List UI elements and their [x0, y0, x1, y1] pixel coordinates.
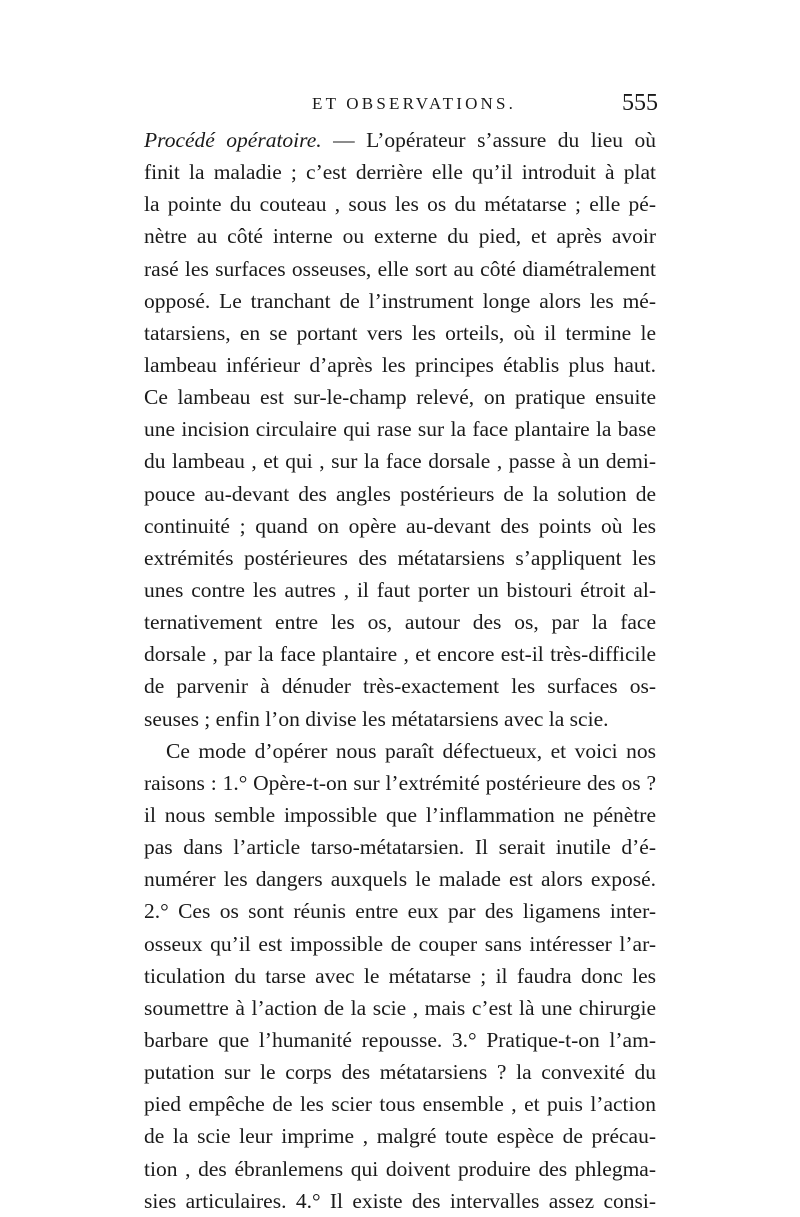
- text-line: raisons : 1.° Opère-t-on sur l’extrémité postérieure des os ?: [144, 770, 656, 795]
- text-line: putation sur le corps des métatarsiens ? la convexité du: [144, 1060, 656, 1085]
- text-line: pouce au-devant des angles postérieurs de la solution de: [144, 481, 656, 506]
- text-line: de la scie leur imprime , malgré toute espèce de précau-: [144, 1124, 656, 1149]
- text-line: finit la maladie ; c’est derrière elle qu’il introduit à plat: [144, 160, 656, 185]
- text-line: nètre au côté interne ou externe du pied, et après avoir: [144, 224, 656, 249]
- text-line: dorsale , par la face plantaire , et encore est-il très-difficile: [144, 642, 656, 667]
- text-line: unes contre les autres , il faut porter un bistouri étroit al-: [144, 577, 656, 602]
- text-line: lambeau inférieur d’après les principes établis plus haut.: [144, 352, 656, 377]
- text-line: la pointe du couteau , sous les os du métatarse ; elle pé-: [144, 192, 656, 217]
- text-line: soumettre à l’action de la scie , mais c’est là une chirurgie: [144, 995, 656, 1020]
- text-line: de parvenir à dénuder très-exactement les surfaces os-: [144, 674, 656, 699]
- text-line: Ce lambeau est sur-le-champ relevé, on pratique ensuite: [144, 385, 656, 410]
- text-line: il nous semble impossible que l’inflammation ne pénètre: [144, 802, 656, 827]
- text-line: Ce mode d’opérer nous paraît défectueux, et voici nos: [166, 738, 656, 763]
- text-line-content: — L’opérateur s’assure du lieu où: [321, 128, 656, 152]
- text-line: une incision circulaire qui rase sur la face plantaire la base: [144, 417, 656, 442]
- text-line: sies articulaires. 4.° Il existe des intervalles assez consi-: [144, 1188, 656, 1213]
- text-line: ternativement entre les os, autour des os, par la face: [144, 610, 656, 635]
- text-line: opposé. Le tranchant de l’instrument longe alors les mé-: [144, 288, 656, 313]
- text-line: tatarsiens, en se portant vers les orteils, où il termine le: [144, 320, 656, 345]
- running-head: ET OBSERVATIONS.: [312, 94, 517, 113]
- text-line: continuité ; quand on opère au-devant des points où les: [144, 513, 656, 538]
- run-in-heading: Procédé opératoire.: [144, 128, 322, 152]
- text-line: seuses ; enfin l’on divise les métatarsiens avec la scie.: [144, 706, 609, 731]
- text-line: 2.° Ces os sont réunis entre eux par des ligamens inter-: [144, 899, 656, 924]
- text-line: barbare que l’humanité repousse. 3.° Pratique-t-on l’am-: [144, 1027, 656, 1052]
- text-line: [144, 124, 656, 156]
- text-line: pas dans l’article tarso-métatarsien. Il serait inutile d’é-: [144, 835, 656, 860]
- body-text: [144, 124, 656, 1217]
- text-line: extrémités postérieures des métatarsiens s’appliquent les: [144, 545, 656, 570]
- text-line: tion , des ébranlemens qui doivent produire des phlegma-: [144, 1156, 656, 1181]
- text-line: osseux qu’il est impossible de couper sans intéresser l’ar-: [144, 931, 656, 956]
- text-line: numérer les dangers auxquels le malade est alors exposé.: [144, 867, 656, 892]
- text-line: ticulation du tarse avec le métatarse ; il faudra donc les: [144, 963, 656, 988]
- text-line: du lambeau , et qui , sur la face dorsale , passe à un demi-: [144, 449, 656, 474]
- text-line: rasé les surfaces osseuses, elle sort au côté diamétralement: [144, 256, 656, 281]
- text-line: pied empêche de les scier tous ensemble , et puis l’action: [144, 1092, 656, 1117]
- page-number: 555: [622, 90, 658, 116]
